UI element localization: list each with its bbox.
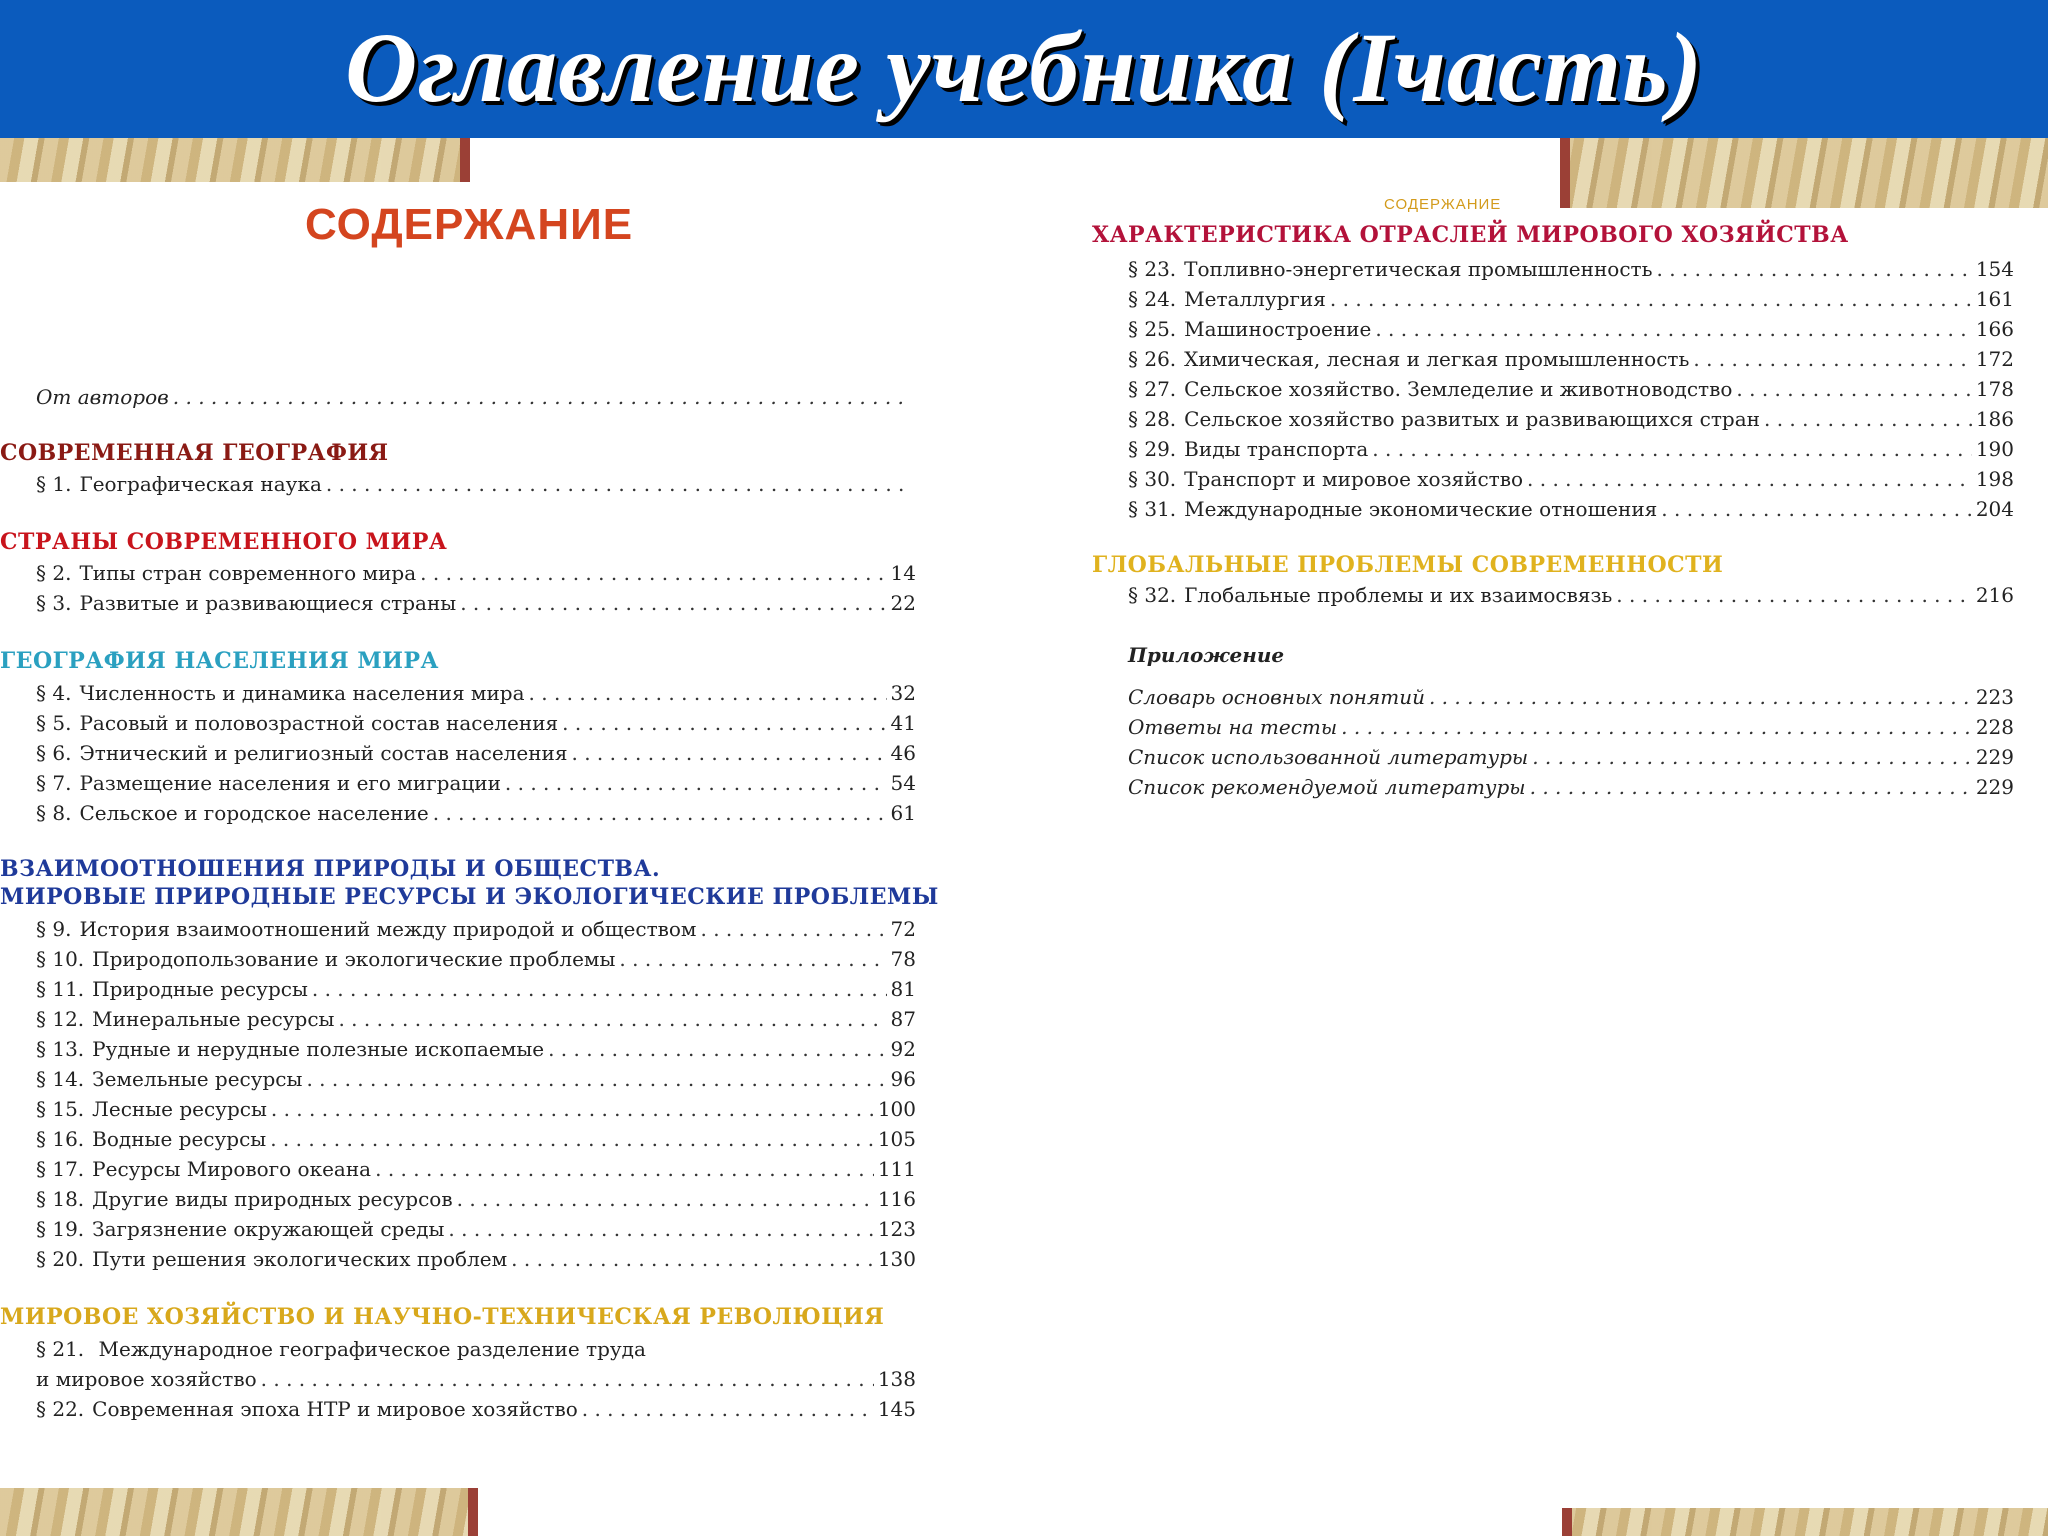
paragraph-title: Численность и динамика населения мира (79, 681, 525, 705)
toc-row[interactable] (36, 974, 916, 1004)
paragraph-number: § 15. (36, 1097, 85, 1121)
paragraph-title: Международные экономические отношения (1184, 497, 1658, 521)
paragraph-title: Сельское хозяйство. Земледелие и животноводство (1184, 377, 1733, 401)
paragraph-number: § 26. (1128, 347, 1177, 371)
leader-dots (1616, 580, 1972, 610)
page-number: 172 (1975, 347, 2014, 371)
page-number: 78 (890, 947, 916, 971)
paragraph-title: Размещение населения и его миграции (79, 771, 501, 795)
paragraph-title: Водные ресурсы (92, 1127, 267, 1151)
map-strip-top-left (0, 138, 470, 182)
paragraph-number: § 23. (1128, 257, 1177, 281)
leader-dots (1656, 254, 1971, 284)
paragraph-number: § 1. (36, 472, 72, 496)
page-number: 32 (890, 681, 916, 705)
paragraph-number: § 21. (36, 1337, 85, 1361)
appendix-item-title: Список использованной литературы (1128, 745, 1529, 769)
paragraph-title: Другие виды природных ресурсов (92, 1187, 453, 1211)
paragraph-title: Сельское хозяйство развитых и развивающихся стран (1184, 407, 1760, 431)
toc-row[interactable] (36, 1214, 916, 1244)
toc-row[interactable] (1128, 344, 2014, 374)
page-number: 204 (1975, 497, 2014, 521)
paragraph-title: Расовый и половозрастной состав населения (79, 711, 559, 735)
toc-row[interactable] (36, 558, 916, 588)
leader-dots (1372, 434, 1972, 464)
leader-dots (548, 1034, 886, 1064)
page-number: 138 (877, 1367, 916, 1391)
paragraph-number: § 2. (36, 561, 72, 585)
page-number: 81 (890, 977, 916, 1001)
paragraph-number: § 29. (1128, 437, 1177, 461)
leader-dots (306, 1064, 886, 1094)
page-number: 72 (890, 917, 916, 941)
appendix-row[interactable] (1128, 712, 2014, 742)
paragraph-number: § 7. (36, 771, 72, 795)
page-number: 41 (890, 711, 916, 735)
toc-row[interactable] (36, 738, 916, 768)
leader-dots (326, 469, 912, 499)
leader-dots (619, 944, 886, 974)
paragraph-title: Виды транспорта (1184, 437, 1369, 461)
paragraph-number: § 3. (36, 591, 72, 615)
paragraph-number: § 11. (36, 977, 85, 1001)
toc-row[interactable] (1128, 284, 2014, 314)
appendix-item-title: Словарь основных понятий (1128, 685, 1425, 709)
section-title: ГЕОГРАФИЯ НАСЕЛЕНИЯ МИРА (0, 648, 439, 674)
paragraph-title: История взаимоотношений между природой и обществом (79, 917, 697, 941)
leader-dots (375, 1154, 874, 1184)
paragraph-title: Загрязнение окружающей среды (92, 1217, 445, 1241)
toc-row[interactable] (36, 1154, 916, 1184)
paragraph-title: Сельское и городское население (79, 801, 429, 825)
slide-title: Оглавление учебника (Iчасть) (344, 12, 1704, 123)
paragraph-number: § 13. (36, 1037, 85, 1061)
toc-row[interactable] (36, 914, 916, 944)
leader-dots (420, 558, 886, 588)
toc-row[interactable] (36, 1394, 916, 1424)
paragraph-title: Транспорт и мировое хозяйство (1184, 467, 1524, 491)
leader-dots (448, 1214, 873, 1244)
paragraph-number: § 28. (1128, 407, 1177, 431)
toc-row[interactable] (1128, 494, 2014, 524)
leader-dots (1764, 404, 1972, 434)
paragraph-title: Географическая наука (79, 472, 322, 496)
leader-dots (1530, 772, 1972, 802)
page-number: 229 (1975, 745, 2014, 769)
paragraph-title: Лесные ресурсы (92, 1097, 267, 1121)
leader-dots (173, 382, 912, 412)
toc-row[interactable] (36, 944, 916, 974)
page-number: 116 (877, 1187, 916, 1211)
paragraph-title-line-2: и мировое хозяйство (36, 1367, 257, 1391)
map-strip-bottom-left (0, 1488, 478, 1536)
paragraph-number: § 20. (36, 1247, 85, 1271)
paragraph-title: Современная эпоха НТР и мировое хозяйство (92, 1397, 578, 1421)
toc-row[interactable] (36, 678, 916, 708)
page-number: 186 (1975, 407, 2014, 431)
paragraph-title: Развитые и развивающиеся страны (79, 591, 457, 615)
page-number: 216 (1975, 583, 2014, 607)
paragraph-title: Глобальные проблемы и их взаимосвязь (1184, 583, 1613, 607)
paragraph-title: Пути решения экологических проблем (92, 1247, 508, 1271)
appendix-row[interactable] (1128, 682, 2014, 712)
page-number: 111 (877, 1157, 916, 1181)
paragraph-number: § 18. (36, 1187, 85, 1211)
leader-dots (1330, 284, 1972, 314)
toc-row[interactable] (1128, 314, 2014, 344)
paragraph-number: § 19. (36, 1217, 85, 1241)
section-title: СОВРЕМЕННАЯ ГЕОГРАФИЯ (0, 440, 389, 466)
toc-row[interactable] (36, 469, 916, 499)
contents-heading: СОДЕРЖАНИЕ (305, 200, 634, 249)
leader-dots (457, 1184, 874, 1214)
page-number: 14 (890, 561, 916, 585)
page-number: 22 (890, 591, 916, 615)
paragraph-number: § 10. (36, 947, 85, 971)
toc-row[interactable] (36, 588, 916, 618)
paragraph-number: § 5. (36, 711, 72, 735)
toc-row[interactable] (36, 798, 916, 828)
paragraph-number: § 8. (36, 801, 72, 825)
leader-dots (1736, 374, 1971, 404)
paragraph-number: § 12. (36, 1007, 85, 1031)
leader-dots (511, 1244, 874, 1274)
leader-dots (1532, 742, 1972, 772)
toc-row[interactable] (36, 1244, 916, 1274)
section-title: ХАРАКТЕРИСТИКА ОТРАСЛЕЙ МИРОВОГО ХОЗЯЙСТВА (1092, 222, 1849, 248)
toc-row[interactable] (1128, 464, 2014, 494)
leader-dots (338, 1004, 886, 1034)
paragraph-number: § 27. (1128, 377, 1177, 401)
paragraph-number: § 9. (36, 917, 72, 941)
section-title: ГЛОБАЛЬНЫЕ ПРОБЛЕМЫ СОВРЕМЕННОСТИ (1092, 552, 1724, 578)
paragraph-number: § 25. (1128, 317, 1177, 341)
paragraph-number: § 6. (36, 741, 72, 765)
leader-dots (562, 708, 886, 738)
toc-row[interactable] (1128, 404, 2014, 434)
leader-dots (1527, 464, 1972, 494)
toc-row[interactable] (1128, 254, 2014, 284)
page-number: 54 (890, 771, 916, 795)
paragraph-number: § 30. (1128, 467, 1177, 491)
toc-row[interactable] (1128, 434, 2014, 464)
leader-dots (1693, 344, 1971, 374)
paragraph-title: Международное географическое разделение труда (98, 1337, 646, 1361)
paragraph-title: Типы стран современного мира (79, 561, 417, 585)
appendix-row[interactable] (1128, 772, 2014, 802)
toc-row[interactable] (36, 768, 916, 798)
preface-row[interactable] (36, 382, 916, 412)
paragraph-number: § 31. (1128, 497, 1177, 521)
section-title: ВЗАИМООТНОШЕНИЯ ПРИРОДЫ И ОБЩЕСТВА. (0, 856, 661, 882)
leader-dots (582, 1394, 874, 1424)
leader-dots (571, 738, 886, 768)
paragraph-number: § 14. (36, 1067, 85, 1091)
page-number: 228 (1975, 715, 2014, 739)
leader-dots (312, 974, 887, 1004)
paragraph-title: Ресурсы Мирового океана (92, 1157, 372, 1181)
page-number: 190 (1975, 437, 2014, 461)
page-number: 123 (877, 1217, 916, 1241)
leader-dots (1375, 314, 1972, 344)
toc-row[interactable] (36, 1184, 916, 1214)
preface-label: От авторов (36, 385, 169, 409)
leader-dots (700, 914, 886, 944)
paragraph-title: Топливно-энергетическая промышленность (1184, 257, 1653, 281)
running-head: СОДЕРЖАНИЕ (1384, 196, 1502, 213)
map-strip-top-right (1560, 138, 2048, 208)
toc-row[interactable] (36, 1034, 916, 1064)
leader-dots (433, 798, 887, 828)
toc-row[interactable] (1128, 374, 2014, 404)
page-number: 223 (1975, 685, 2014, 709)
leader-dots (1661, 494, 1972, 524)
toc-row[interactable] (1128, 580, 2014, 610)
paragraph-title: Природные ресурсы (92, 977, 308, 1001)
toc-row[interactable] (36, 1004, 916, 1034)
paragraph-number: § 32. (1128, 583, 1177, 607)
page-number: 166 (1975, 317, 2014, 341)
leader-dots (505, 768, 887, 798)
map-strip-bottom-right (1562, 1508, 2048, 1536)
paragraph-title-line-1[interactable] (36, 1334, 646, 1364)
page-number: 105 (877, 1127, 916, 1151)
toc-row[interactable] (36, 1124, 916, 1154)
page-number: 154 (1975, 257, 2014, 281)
paragraph-title: Рудные и нерудные полезные ископаемые (92, 1037, 545, 1061)
toc-row[interactable] (36, 1094, 916, 1124)
section-title-line-2: МИРОВЫЕ ПРИРОДНЫЕ РЕСУРСЫ И ЭКОЛОГИЧЕСКИЕ ПРОБЛЕМЫ (0, 884, 939, 910)
paragraph-title: Химическая, лесная и легкая промышленность (1184, 347, 1690, 371)
section-title: СТРАНЫ СОВРЕМЕННОГО МИРА (0, 529, 448, 555)
appendix-item-title: Ответы на тесты (1128, 715, 1338, 739)
page-number: 178 (1975, 377, 2014, 401)
leader-dots (1429, 682, 1972, 712)
page-number: 92 (890, 1037, 916, 1061)
paragraph-title: Машиностроение (1184, 317, 1372, 341)
leader-dots (271, 1094, 874, 1124)
leader-dots (261, 1364, 874, 1394)
appendix-item-title: Список рекомендуемой литературы (1128, 775, 1526, 799)
page-number: 145 (877, 1397, 916, 1421)
paragraph-title: Металлургия (1184, 287, 1326, 311)
page-number: 130 (877, 1247, 916, 1271)
page-number: 229 (1975, 775, 2014, 799)
page-number: 96 (890, 1067, 916, 1091)
page-number: 100 (877, 1097, 916, 1121)
paragraph-number: § 4. (36, 681, 72, 705)
paragraph-title: Этнический и религиозный состав населения (79, 741, 568, 765)
paragraph-number: § 24. (1128, 287, 1177, 311)
paragraph-title: Земельные ресурсы (92, 1067, 303, 1091)
paragraph-number: § 16. (36, 1127, 85, 1151)
leader-dots (270, 1124, 874, 1154)
page-number: 198 (1975, 467, 2014, 491)
toc-row[interactable] (36, 1364, 916, 1394)
leader-dots (460, 588, 886, 618)
paragraph-number: § 17. (36, 1157, 85, 1181)
toc-row[interactable] (36, 1064, 916, 1094)
leader-dots (529, 678, 887, 708)
toc-row[interactable] (36, 708, 916, 738)
paragraph-title: Природопользование и экологические проблемы (92, 947, 616, 971)
section-title: МИРОВОЕ ХОЗЯЙСТВО И НАУЧНО-ТЕХНИЧЕСКАЯ РЕВОЛЮЦИЯ (0, 1304, 885, 1330)
leader-dots (1341, 712, 1972, 742)
page-number: 161 (1975, 287, 2014, 311)
appendix-title: Приложение (1128, 643, 1285, 667)
title-bar (0, 0, 2048, 138)
paragraph-number: § 22. (36, 1397, 85, 1421)
appendix-row[interactable] (1128, 742, 2014, 772)
paragraph-title: Минеральные ресурсы (92, 1007, 335, 1031)
page-number: 61 (890, 801, 916, 825)
page-number: 87 (890, 1007, 916, 1031)
page-number: 46 (890, 741, 916, 765)
